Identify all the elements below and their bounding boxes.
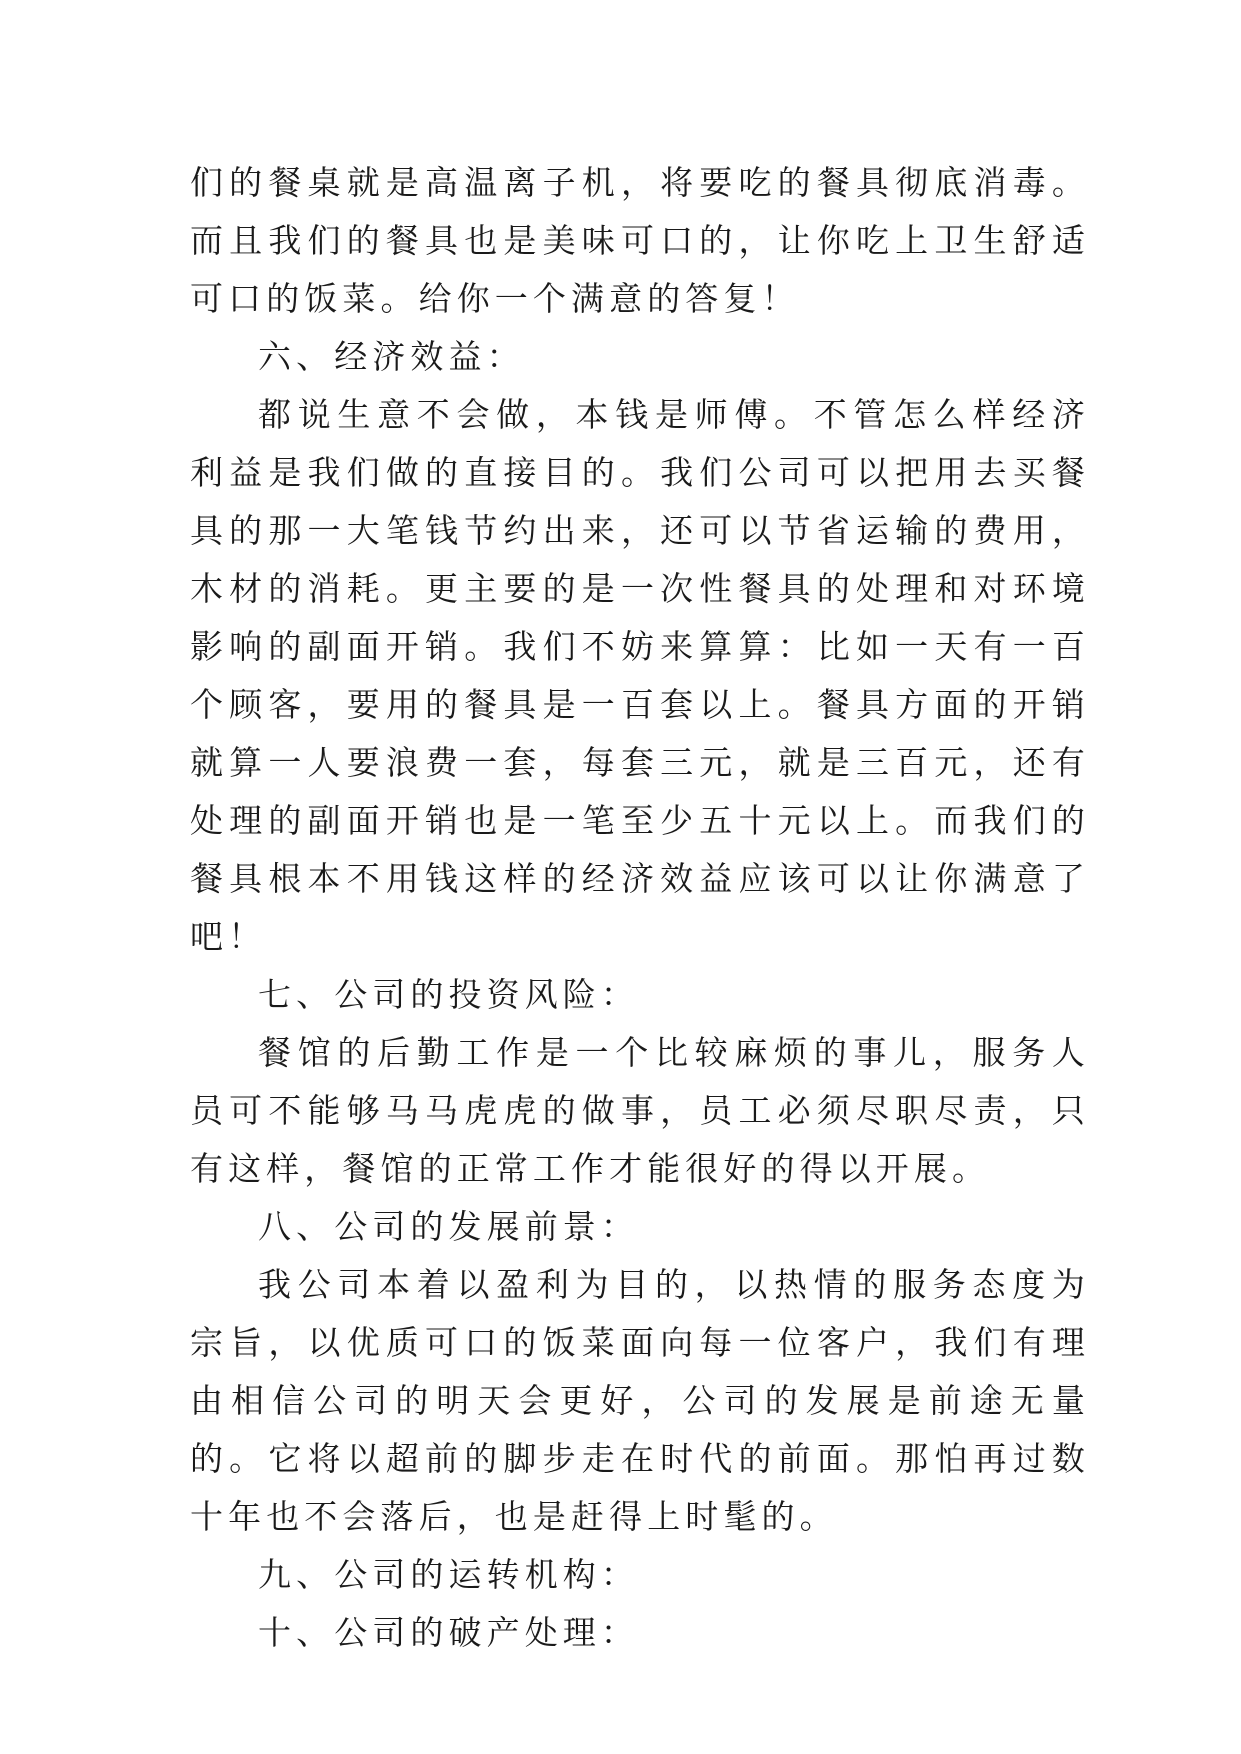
paragraph-development-prospect: 我公司本着以盈利为目的，以热情的服务态度为宗旨，以优质可口的饭菜面向每一位客户，我们有理由相信公司的明天会更好，公司的发展是前途无量的。它将以超前的脚步走在时代的前面。那怕再过数十年也不会落后，也是赶得上时髦的。 — [190, 1265, 1090, 1536]
paragraph-economic-benefit: 都说生意不会做，本钱是师傅。不管怎么样经济利益是我们做的直接目的。我们公司可以把用去买餐具的那一大笔钱节约出来，还可以节省运输的费用，木材的消耗。更主要的是一次性餐具的处理和对环境影响的副面开销。我们不妨来算算：比如一天有一百个顾客，要用的餐具是一百套以上。餐具方面的开销就算一人要浪费一套，每套三元，就是三百元，还有处理的副面开销也是一笔至少五十元以上。而我们的餐具根本不用钱这样的经济效益应该可以让你满意了吧！ — [190, 395, 1090, 956]
section-heading-investment-risk: 七、公司的投资风险： — [258, 975, 639, 1014]
section-heading-bankruptcy-handling: 十、公司的破产处理： — [258, 1613, 639, 1652]
paragraph-investment-risk: 餐馆的后勤工作是一个比较麻烦的事儿，服务人员可不能够马马虎虎的做事，员工必须尽职尽责，只有这样，餐馆的正常工作才能很好的得以开展。 — [190, 1033, 1090, 1188]
section-heading-operating-structure: 九、公司的运转机构： — [258, 1555, 639, 1594]
paragraph-continued: 们的餐桌就是高温离子机，将要吃的餐具彻底消毒。而且我们的餐具也是美味可口的，让你吃上卫生舒适可口的饭菜。给你一个满意的答复！ — [190, 163, 1090, 318]
document-body — [190, 154, 1090, 1662]
section-heading-economic-benefit: 六、经济效益： — [258, 337, 525, 376]
section-heading-development-prospect: 八、公司的发展前景： — [258, 1207, 639, 1246]
